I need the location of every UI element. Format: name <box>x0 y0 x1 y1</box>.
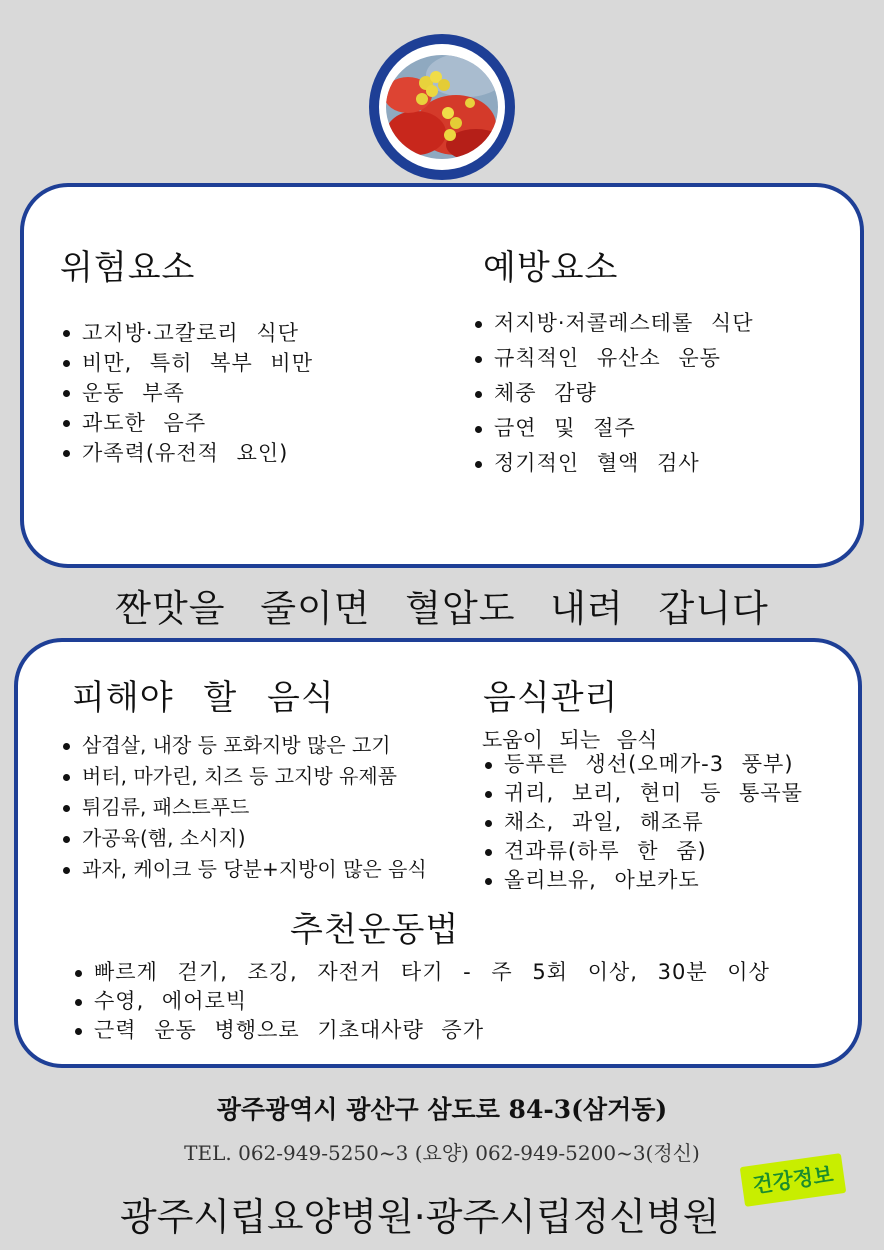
food-management-title: 음식관리 <box>483 678 619 718</box>
list-item: 규칙적인 유산소 운동 <box>472 341 754 376</box>
list-item: 가족력(유전적 요인) <box>60 438 313 468</box>
list-item: 과도한 음주 <box>60 408 313 438</box>
list-item: 빠르게 걷기, 조깅, 자전거 타기 - 주 5회 이상, 30분 이상 <box>72 958 770 987</box>
list-item: 정기적인 혈액 검사 <box>472 446 754 481</box>
list-item: 채소, 과일, 해조류 <box>482 808 803 837</box>
hospital-address: 광주광역시 광산구 삼도로 84-3(삼거동) <box>216 1095 668 1124</box>
prevention-title: 예방요소 <box>483 248 619 288</box>
list-item: 운동 부족 <box>60 378 313 408</box>
list-item: 귀리, 보리, 현미 등 통곡물 <box>482 779 803 808</box>
list-item: 튀김류, 패스트푸드 <box>60 792 427 823</box>
list-item: 수영, 에어로빅 <box>72 987 770 1016</box>
salt-slogan: 짠맛을 줄이면 혈압도 내려 갑니다 <box>115 587 769 630</box>
avoid-food-list <box>60 730 427 885</box>
hospital-names: 광주시립요양병원·광주시립정신병원 <box>120 1195 720 1239</box>
list-item: 견과류(하루 한 줌) <box>482 837 803 866</box>
risk-list <box>60 318 313 468</box>
helpful-food-list <box>482 750 803 895</box>
exercise-title: 추천운동법 <box>290 910 460 950</box>
blood-cell-logo <box>369 34 515 180</box>
list-item: 근력 운동 병행으로 기초대사량 증가 <box>72 1016 770 1045</box>
prevention-list <box>472 306 754 481</box>
list-item: 올리브유, 아보카도 <box>482 866 803 895</box>
risk-title: 위험요소 <box>60 248 196 288</box>
list-item: 삼겹살, 내장 등 포화지방 많은 고기 <box>60 730 427 761</box>
list-item: 금연 및 절주 <box>472 411 754 446</box>
list-item: 비만, 특히 복부 비만 <box>60 348 313 378</box>
avoid-food-title: 피해야 할 음식 <box>72 678 335 718</box>
phone-numbers: TEL. 062-949-5250~3 (요양) 062-949-5200~3(정신) <box>184 1141 700 1165</box>
list-item: 버터, 마가린, 치즈 등 고지방 유제품 <box>60 761 427 792</box>
health-info-badge: 건강정보 <box>740 1153 847 1207</box>
list-item: 고지방·고칼로리 식단 <box>60 318 313 348</box>
helpful-food-subtitle: 도움이 되는 음식 <box>482 728 658 752</box>
list-item: 가공육(햄, 소시지) <box>60 823 427 854</box>
blood-cells-image <box>386 55 498 159</box>
exercise-list <box>72 958 770 1045</box>
list-item: 체중 감량 <box>472 376 754 411</box>
list-item: 과자, 케이크 등 당분+지방이 많은 음식 <box>60 854 427 885</box>
list-item: 저지방·저콜레스테롤 식단 <box>472 306 754 341</box>
list-item: 등푸른 생선(오메가-3 풍부) <box>482 750 803 779</box>
